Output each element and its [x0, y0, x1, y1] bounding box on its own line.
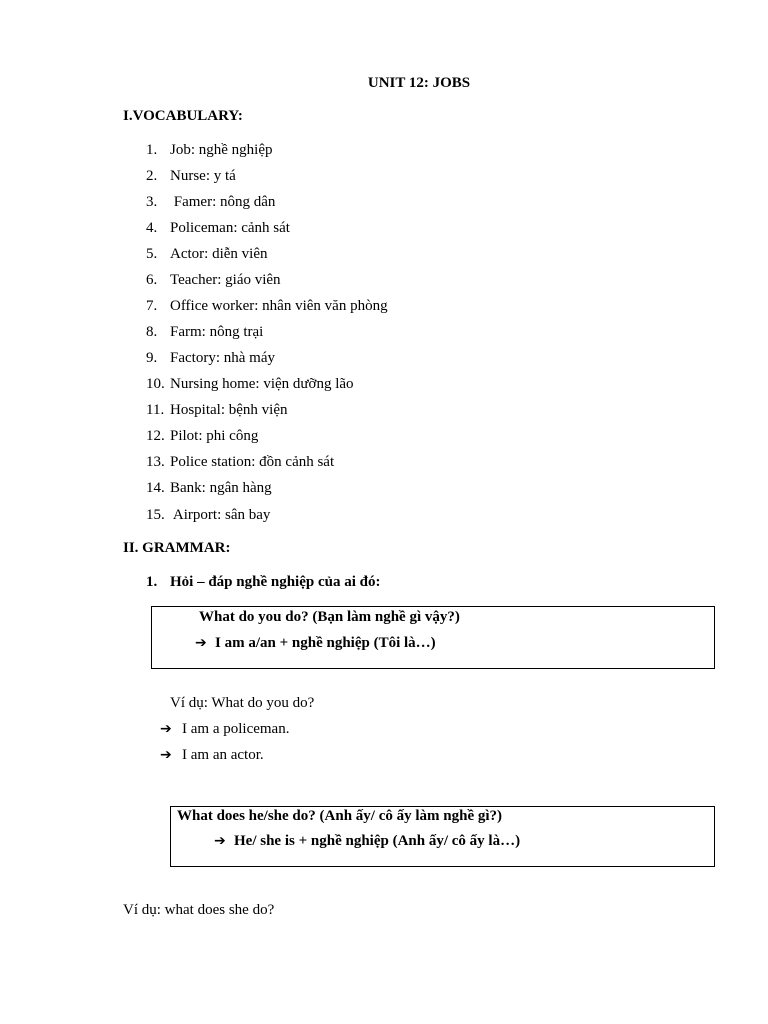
- grammar-box-he-she: [170, 806, 715, 867]
- grammar-answer: I am a/an + nghề nghiệp (Tôi là…): [215, 635, 436, 651]
- list-item-text: Famer: nông dân: [170, 194, 276, 210]
- list-item-number: 4.: [146, 220, 158, 236]
- grammar-subheading-number: 1.: [146, 574, 158, 590]
- list-item-number: 6.: [146, 272, 158, 288]
- example-line: [160, 721, 289, 738]
- list-item-text: Nurse: y tá: [170, 168, 236, 184]
- list-item-text: Factory: nhà máy: [170, 350, 275, 366]
- list-item-text: Office worker: nhân viên văn phòng: [170, 298, 388, 314]
- list-item-text: Policeman: cảnh sát: [170, 220, 290, 236]
- example-intro: Ví dụ: What do you do?: [170, 695, 315, 711]
- list-item-number: 14.: [146, 480, 165, 496]
- example-intro: Ví dụ: what does she do?: [123, 902, 275, 918]
- list-item-text: Teacher: giáo viên: [170, 272, 281, 288]
- example-answer: I am an actor.: [182, 747, 264, 763]
- list-item-number: 3.: [146, 194, 158, 210]
- list-item-text: Bank: ngân hàng: [170, 480, 272, 496]
- example-line: [160, 747, 264, 764]
- list-item-text: Airport: sân bay: [170, 507, 271, 523]
- list-item-number: 12.: [146, 428, 165, 444]
- grammar-box-you: [151, 606, 715, 669]
- arrow-right-icon: ➔: [160, 747, 172, 763]
- list-item-text: Job: nghề nghiệp: [170, 142, 273, 158]
- list-item-text: Nursing home: viện dưỡng lão: [170, 376, 354, 392]
- arrow-right-icon: ➔: [160, 721, 172, 737]
- grammar-subheading-text: Hỏi – đáp nghề nghiệp của ai đó:: [170, 574, 381, 590]
- list-item-text: Farm: nông trại: [170, 324, 264, 340]
- arrow-right-icon: ➔: [214, 833, 226, 849]
- grammar-subheading: [146, 574, 380, 591]
- list-item-number: 15.: [146, 507, 165, 523]
- grammar-question: What do you do? (Bạn làm nghề gì vậy?): [199, 609, 460, 625]
- list-item-number: 10.: [146, 376, 165, 392]
- document-title: UNIT 12: JOBS: [367, 75, 471, 91]
- list-item-number: 1.: [146, 142, 158, 158]
- list-item-text: Pilot: phi công: [170, 428, 259, 444]
- grammar-answer: He/ she is + nghề nghiệp (Anh ấy/ cô ấy là…): [234, 833, 521, 849]
- list-item-number: 5.: [146, 246, 158, 262]
- list-item-number: 2.: [146, 168, 158, 184]
- example-answer: I am a policeman.: [182, 721, 290, 737]
- list-item-number: 13.: [146, 454, 165, 470]
- list-item-number: 11.: [146, 402, 165, 418]
- vocabulary-heading: I.VOCABULARY:: [123, 108, 243, 124]
- list-item-text: Actor: diễn viên: [170, 246, 268, 262]
- list-item-number: 7.: [146, 298, 158, 314]
- list-item-text: Police station: đồn cảnh sát: [170, 454, 335, 470]
- grammar-question: What does he/she do? (Anh ấy/ cô ấy làm nghề gì?): [177, 808, 503, 824]
- grammar-answer-line: [195, 635, 436, 652]
- grammar-answer-line: [214, 833, 520, 850]
- grammar-heading: II. GRAMMAR:: [123, 540, 231, 556]
- list-item-number: 8.: [146, 324, 158, 340]
- list-item-number: 9.: [146, 350, 158, 366]
- arrow-right-icon: ➔: [195, 635, 207, 651]
- list-item-text: Hospital: bệnh viện: [170, 402, 288, 418]
